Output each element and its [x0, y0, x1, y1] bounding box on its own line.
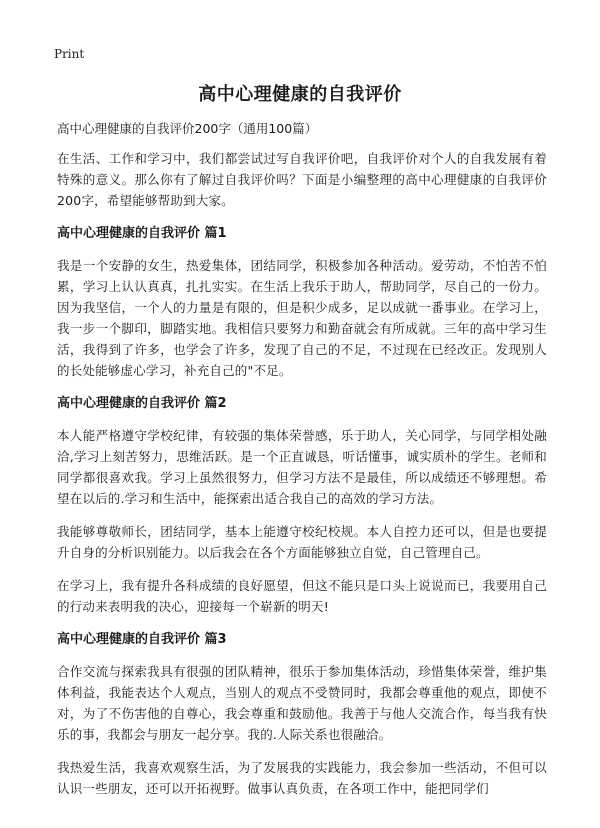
- print-link[interactable]: Print: [54, 47, 85, 61]
- section-3-paragraph-1: 合作交流与探索我具有很强的团队精神，很乐于参加集体活动，珍惜集体荣誉，维护集体利益，我能表达个人观点，当别人的观点不受赞同时，我都会尊重他的观点，即使不对，为了不伤害他的自尊心，我会尊重和鼓励他。我善于与他人交流合作，每当我有快乐的事，我都会与朋友一起分享。我的.人际关系也很融洽。: [57, 664, 547, 742]
- section-1-paragraph-1: 我是一个安静的女生，热爱集体，团结同学，积极参加各种活动。爱劳动，不怕苦不怕累，学习上认认真真，扎扎实实。在生活上我乐于助人，帮助同学，尽自己的一份力。因为我坚信，一个人的力量是有限的，但是积少成多，足以成就一番事业。在学习上，我一步一个脚印，脚踏实地。我相信只要努力和勤奋就会有所成就。三年的高中学习生活，我得到了许多，也学会了许多，发现了自己的不足，不过现在已经改正。发现别人的长处能够虚心学习，补充自己的"不足。: [57, 258, 547, 378]
- page-title: 高中心理健康的自我评价: [198, 84, 402, 105]
- article-body: [57, 120, 547, 811]
- section-2-paragraph-2: 我能够尊敬师长，团结同学，基本上能遵守校纪校规。本人自控力还可以，但是也要提升自身的分析识别能力。以后我会在各个方面能够独立自觉，自己管理自己。: [57, 524, 547, 560]
- section-3-paragraph-2: 我热爱生活，我喜欢观察生活，为了发展我的实践能力，我会参加一些活动，不但可以认识一些朋友，还可以开拓视野。做事认真负责，在各项工作中，能把同学们: [57, 760, 547, 796]
- intro-paragraph: 在生活、工作和学习中，我们都尝试过写自我评价吧，自我评价对个人的自我发展有着特殊的意义。那么你有了解过自我评价吗？下面是小编整理的高中心理健康的自我评价200字，希望能够帮助到大家。: [57, 151, 547, 208]
- section-heading-2: 高中心理健康的自我评价 篇2: [57, 396, 227, 411]
- section-2-paragraph-1: 本人能严格遵守学校纪律，有较强的集体荣誉感，乐于助人，关心同学，与同学相处融洽,学习上刻苦努力，思维活跃。是一个正直诚恳，听话懂事，诚实质朴的学生。老师和同学都很喜欢我。学习上虽然很努力，但学习方法不是最佳，所以成绩还不够理想。希望在以后的.学习和生活中，能探索出适合我自己的高效的学习方法。: [57, 428, 547, 506]
- section-2-paragraph-3: 在学习上，我有提升各科成绩的良好愿望，但这不能只是口头上说说而已，我要用自己的行动来表明我的决心，迎接每一个崭新的明天!: [57, 578, 547, 614]
- article-subtitle: 高中心理健康的自我评价200字（通用100篇）: [57, 121, 318, 136]
- section-heading-3: 高中心理健康的自我评价 篇3: [57, 632, 227, 647]
- section-heading-1: 高中心理健康的自我评价 篇1: [57, 226, 227, 241]
